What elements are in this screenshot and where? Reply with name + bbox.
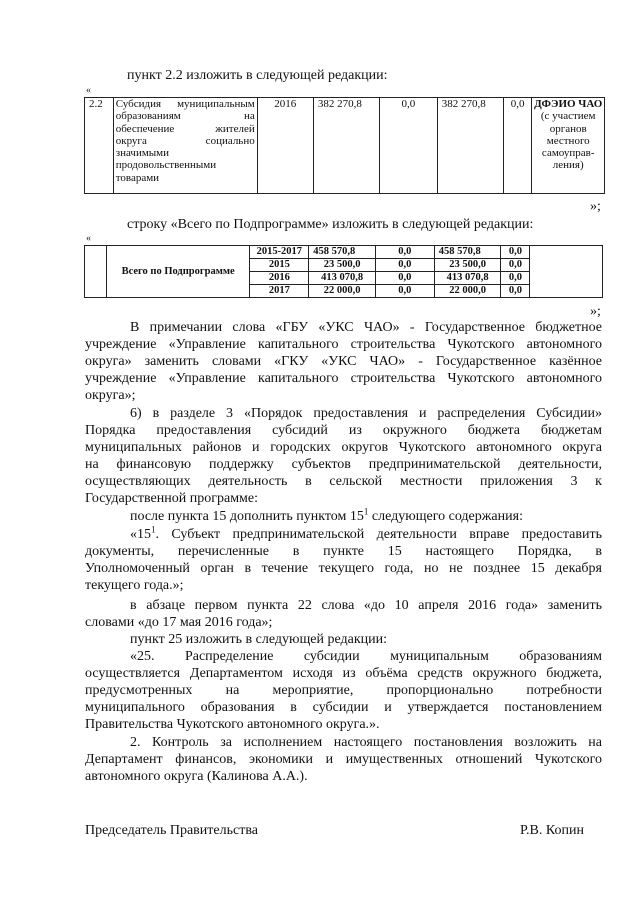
paragraph-6: 6) в разделе 3 «Порядок предоставления и распределения Субсидии» Порядка предоставления субсидий из окружного бюджета бюджетам муниципальных районов и городских округов Чукотского автономного округа на финансовую поддержку субъектов предпринимательской деятельности, осуществляющих деятельность в сельской местности приложения 3 к Государственной программе: [85,406,602,506]
paragraph-note: В примечании слова «ГБУ «УКС ЧАО» - Государственное бюджетное учреждение «Управление капитального строительства Чукотского автономного округа» заменить словами «ГКУ «УКС ЧАО» - Государственное казённое учреждение «Управление капитального строительства Чукотского автономного округа»; [85,320,602,403]
cell-value-3: 0,0 [501,246,530,259]
intro-paragraph-1: пункт 2.2 изложить в следующей редакции: [127,68,388,83]
cell-description: Субсидия муниципальным образованиям на обеспечение жителей округа социально значимыми продовольственными товарами [113,98,257,194]
cell-value-1: 0,0 [375,272,434,285]
signature-name: Р.В. Копин [520,823,584,838]
cell-value-2: 413 070,8 [434,272,501,285]
cell-total: 22 000,0 [309,285,376,298]
cell-value-2: 382 270,8 [437,98,503,194]
cell-executor: ДФЭИО ЧАО (с участием органов местного самоуправ- ления) [532,98,605,194]
cell-year: 2015 [250,259,309,272]
cell-value-3: 0,0 [503,98,532,194]
cell-year: 2015-2017 [250,246,309,259]
open-quote-2: « [86,233,91,244]
cell-value-1: 0,0 [375,259,434,272]
cell-total-label: Всего по Подпрограмме [106,246,250,298]
cell-total: 413 070,8 [309,272,376,285]
close-quote-1: »; [590,199,601,214]
cell-year: 2016 [257,98,313,194]
open-quote-1: « [86,85,91,96]
paragraph-after-15: после пункта 15 дополнить пунктом $15^1$ следующего содержания: [130,506,523,524]
paragraph-25-intro: пункт 25 изложить в следующей редакции: [130,632,387,647]
cell-value-1: 0,0 [375,246,434,259]
signature-position: Председатель Правительства [85,823,258,838]
table-row-2-2 [84,97,605,194]
cell-value-2: 23 500,0 [434,259,501,272]
cell-value-2: 458 570,8 [434,246,501,259]
cell-value-1: 0,0 [375,285,434,298]
intro-paragraph-2: строку «Всего по Подпрограмме» изложить в следующей редакции: [127,217,534,232]
cell-total: 23 500,0 [309,259,376,272]
cell-year: 2017 [250,285,309,298]
cell-value-3: 0,0 [501,285,530,298]
paragraph-15-1: «$15^1$. Субъект предпринимательской деятельности вправе предоставить документы, перечисленные в пункте 15 настоящего Порядка, в Уполномоченный орган в течение текущего года, но не позднее 15 декабря текущего года.»; [85,524,602,593]
cell-value-2: 22 000,0 [434,285,501,298]
cell-value-1: 0,0 [379,98,437,194]
table-total-subprogram [84,245,603,298]
close-quote-2: »; [590,304,601,319]
cell-empty-exec [530,246,603,298]
cell-number: 2.2 [85,98,114,194]
paragraph-22: в абзаце первом пункта 22 слова «до 10 апреля 2016 года» заменить словами «до 17 мая 2016 года»; [85,598,602,630]
cell-total: 382 270,8 [313,98,379,194]
cell-year: 2016 [250,272,309,285]
cell-total: 458 570,8 [309,246,376,259]
cell-empty [85,246,107,298]
paragraph-2: 2. Контроль за исполнением настоящего постановления возложить на Департамент финансов, экономики и имущественных отношений Чукотского автономного округа (Калинова А.А.). [85,735,602,784]
cell-value-3: 0,0 [501,272,530,285]
cell-value-3: 0,0 [501,259,530,272]
paragraph-25: «25. Распределение субсидии муниципальным образованиям осуществляется Департаментом исходя из объёма средств окружного бюджета, предусмотренных на мероприятие, пропорционально потребности муниципального образования в субсидии и утверждается постановлением Правительства Чукотского автономного округа.». [85,649,602,732]
